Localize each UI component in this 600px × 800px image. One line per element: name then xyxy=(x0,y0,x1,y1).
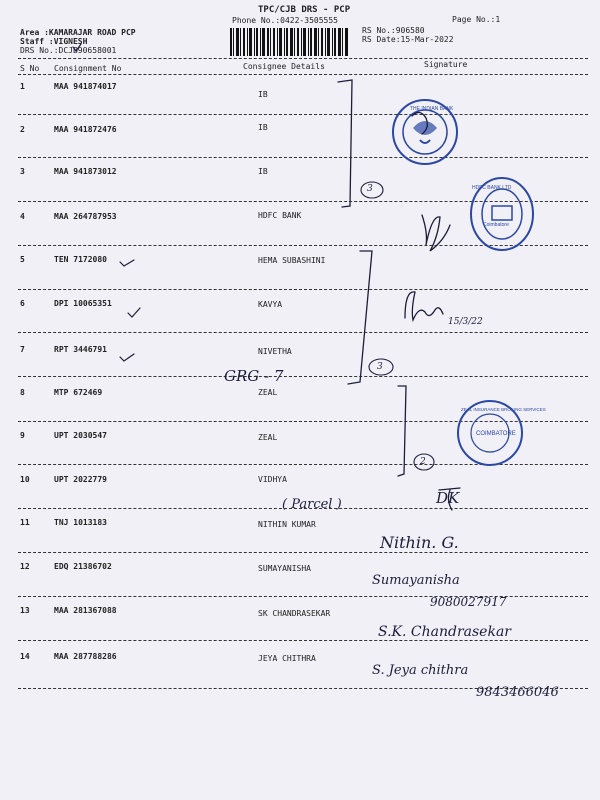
row-sno: 5 xyxy=(20,255,25,264)
col-consignment: Consignment No xyxy=(54,64,122,73)
signature-hdfc xyxy=(422,215,450,251)
row-sno: 9 xyxy=(20,431,25,440)
row-consignee: ZEAL xyxy=(258,433,278,442)
row-consignment: MAA 941874017 xyxy=(54,82,117,91)
row-sno: 1 xyxy=(20,82,25,91)
handwritten-signature: S.K. Chandrasekar xyxy=(378,624,511,640)
handwritten-phone: 9843466046 xyxy=(476,685,559,700)
row-consignee: HEMA SUBASHINI xyxy=(258,256,326,265)
col-consignee: Consignee Details xyxy=(243,62,325,71)
row-consignment: TNJ 1013183 xyxy=(54,518,107,527)
area-label: Area :KAMARAJAR ROAD PCP xyxy=(20,28,136,37)
col-signature: Signature xyxy=(424,60,468,69)
row-sno: 13 xyxy=(20,606,30,615)
tick-mark xyxy=(120,260,134,266)
circle-count-label: 2 xyxy=(420,457,426,467)
row-sno: 14 xyxy=(20,652,30,661)
handwritten-note: GRG - 7 xyxy=(224,367,284,385)
row-consignee: HDFC BANK xyxy=(258,211,302,220)
ib-stamp-label: THE INDIAN BANK xyxy=(410,106,454,112)
handwritten-signature: S. Jeya chithra xyxy=(372,663,469,678)
row-consignment: MAA 941872476 xyxy=(54,125,117,134)
row-consignment: MAA 941873012 xyxy=(54,167,117,176)
row-consignee: IB xyxy=(258,123,268,132)
row-sno: 10 xyxy=(20,475,30,484)
row-sno: 8 xyxy=(20,388,25,397)
phone-number: Phone No.:0422-3505555 xyxy=(232,16,338,25)
row-consignment: EDQ 21386702 xyxy=(54,562,112,571)
row-consignment: RPT 3446791 xyxy=(54,345,107,354)
row-consignee: IB xyxy=(258,90,268,99)
tick-mark xyxy=(128,308,140,317)
tick-mark xyxy=(73,44,81,51)
handwritten-signature: Nithin. G. xyxy=(380,533,459,552)
rs-date: RS Date:15-Mar-2022 xyxy=(362,35,454,44)
row-consignment: UPT 2030547 xyxy=(54,431,107,440)
staff-label: Staff :VIGNESH xyxy=(20,37,88,46)
row-sno: 3 xyxy=(20,167,25,176)
row-sno: 6 xyxy=(20,299,25,308)
sheet-title: TPC/CJB DRS - PCP xyxy=(258,5,351,15)
row-sno: 7 xyxy=(20,345,25,354)
row-consignment: TEN 7172080 xyxy=(54,255,107,264)
handwritten-date: 15/3/22 xyxy=(448,317,483,327)
hdfc-stamp-city: Coimbatore xyxy=(483,222,509,228)
circle-count-label: 3 xyxy=(367,184,373,194)
hdfc-stamp-label: HDFC BANK LTD xyxy=(472,185,512,191)
handwritten-signature: DK xyxy=(436,489,460,507)
row-consignee: VIDHYA xyxy=(258,475,287,484)
bracket-group-5-7 xyxy=(348,251,372,384)
zeal-stamp-label: ZEAL INSURANCE BROKING SERVICES xyxy=(461,407,546,412)
handwritten-note: ( Parcel ) xyxy=(282,497,342,512)
row-sno: 2 xyxy=(20,125,25,134)
page-number: Page No.:1 xyxy=(452,15,501,24)
row-consignment: MAA 281367088 xyxy=(54,606,117,615)
row-consignment: MAA 287788286 xyxy=(54,652,117,661)
rs-number: RS No.:906580 xyxy=(362,26,425,35)
handwritten-signature: Sumayanisha xyxy=(372,573,460,588)
row-consignee: JEYA CHITHRA xyxy=(258,654,316,663)
signature-row6 xyxy=(405,292,443,320)
row-consignment: DPI 10065351 xyxy=(54,299,112,308)
row-consignee: NIVETHA xyxy=(258,347,292,356)
row-consignee: IB xyxy=(258,167,268,176)
row-consignment: MAA 264787953 xyxy=(54,212,117,221)
circle-count-label: 3 xyxy=(377,362,383,372)
row-sno: 4 xyxy=(20,212,25,221)
bracket-group-ib xyxy=(338,80,352,207)
zeal-stamp-city: COIMBATORE xyxy=(476,431,516,437)
row-consignee: NITHIN KUMAR xyxy=(258,520,316,529)
row-consignment: MTP 672469 xyxy=(54,388,103,397)
handwritten-phone: 9080027917 xyxy=(430,595,507,609)
row-consignment: UPT 2022779 xyxy=(54,475,107,484)
row-consignee: KAVYA xyxy=(258,300,283,309)
tick-mark xyxy=(120,354,134,361)
row-consignee: ZEAL xyxy=(258,388,278,397)
row-sno: 11 xyxy=(20,518,30,527)
row-sno: 12 xyxy=(20,562,30,571)
drs-number: DRS No.:DCJB90658001 xyxy=(20,46,117,55)
col-sno: S No xyxy=(20,64,40,73)
row-consignee: SK CHANDRASEKAR xyxy=(258,609,331,618)
row-consignee: SUMAYANISHA xyxy=(258,564,311,573)
bracket-group-zeal xyxy=(398,386,406,476)
